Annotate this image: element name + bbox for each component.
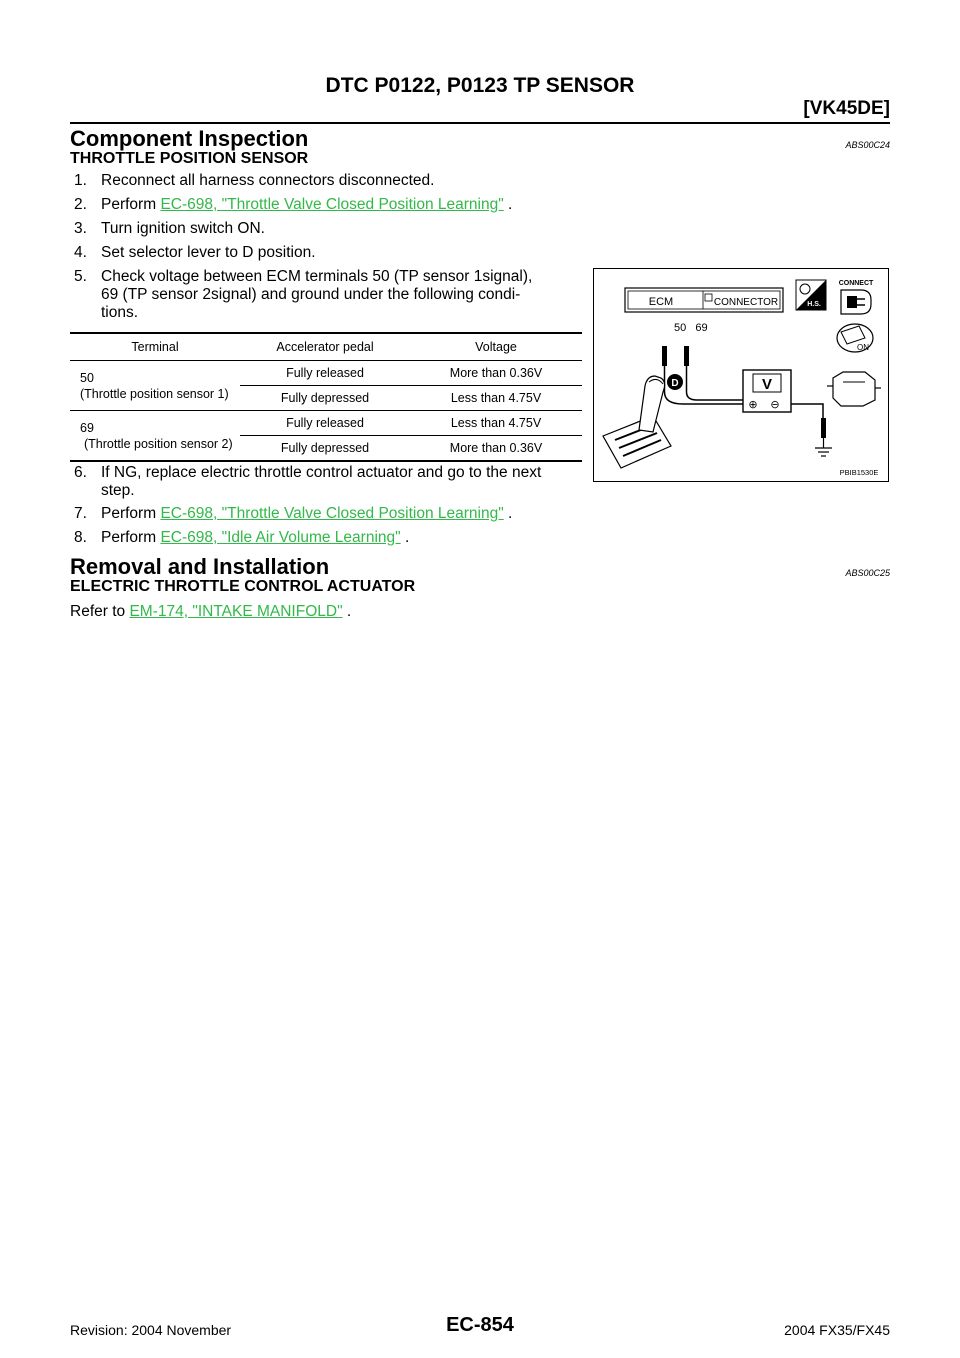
pedal-cell: Fully released [240, 411, 410, 436]
step-text: Set selector lever to D position. [101, 244, 316, 261]
terminal-description: (Throttle position sensor 1) [80, 386, 229, 401]
step-1 [74, 171, 434, 191]
step-2 [74, 195, 512, 215]
step-6-line-2: step. [101, 482, 135, 499]
step-5-line-3: tions. [101, 304, 139, 321]
inspection-diagram [593, 268, 889, 482]
step-4 [74, 243, 316, 263]
plus-terminal-icon: ⊕ [748, 398, 758, 411]
pin-labels: 50 69 [674, 322, 708, 334]
ground-probe [821, 418, 826, 438]
pedal-cell: Fully depressed [240, 386, 410, 411]
engine-code: [VK45DE] [803, 98, 890, 119]
terminal-cell [70, 411, 240, 462]
step-8 [74, 528, 409, 548]
step-suffix: . [503, 505, 513, 522]
column-header-accelerator-pedal: Accelerator pedal [240, 333, 410, 361]
ecm-label: ECM [648, 296, 674, 308]
minus-terminal-icon: ⊖ [770, 398, 780, 411]
connector-label: CONNECTOR [713, 297, 779, 308]
pedal-cell: Fully depressed [240, 436, 410, 462]
voltage-cell: Less than 4.75V [410, 386, 582, 411]
voltage-cell: More than 0.36V [410, 361, 582, 386]
refer-to-line [70, 602, 351, 622]
step-number: 1. [74, 172, 87, 189]
probe-50 [662, 346, 667, 366]
pedal-cell: Fully released [240, 361, 410, 386]
terminal-number: 50 [80, 370, 94, 385]
voltage-cell: More than 0.36V [410, 436, 582, 462]
step-prefix: Perform [101, 529, 161, 546]
connect-icon-plug [847, 296, 857, 308]
step-number: 7. [74, 505, 87, 522]
engine-icon [833, 372, 875, 406]
section-title-component-inspection: Component Inspection [70, 126, 309, 151]
table-row [70, 411, 582, 436]
step-text: Reconnect all harness connectors disconnected. [101, 172, 435, 189]
step-text: If NG, replace electric throttle control actuator and go to the next [101, 464, 542, 481]
link-throttle-valve-learning[interactable]: EC-698, "Throttle Valve Closed Position Learning" [160, 196, 504, 213]
terminal-number: 69 [80, 420, 94, 435]
terminal-cell [70, 361, 240, 411]
link-throttle-valve-learning[interactable]: EC-698, "Throttle Valve Closed Position Learning" [160, 505, 504, 522]
table-header-row [70, 333, 582, 361]
refer-prefix: Refer to [70, 603, 130, 620]
footer-page-number: EC-854 [446, 1314, 514, 1336]
step-number: 6. [74, 464, 87, 481]
step-6 [74, 463, 541, 483]
footer-revision: Revision: 2004 November [70, 1322, 232, 1338]
step-text: Check voltage between ECM terminals 50 (TP sensor 1signal), [101, 268, 533, 285]
ignition-on-label: ON [857, 343, 869, 352]
column-header-voltage: Voltage [410, 333, 582, 361]
section-title-removal-installation: Removal and Installation [70, 554, 330, 579]
step-number: 5. [74, 268, 87, 285]
column-header-terminal: Terminal [70, 333, 240, 361]
page-title: DTC P0122, P0123 TP SENSOR [325, 74, 635, 97]
terminal-description: (Throttle position sensor 2) [84, 436, 233, 451]
subhead-electric-throttle-control-actuator: ELECTRIC THROTTLE CONTROL ACTUATOR [70, 578, 416, 595]
step-7 [74, 504, 512, 524]
step-5 [74, 267, 532, 287]
step-3 [74, 219, 265, 239]
refer-suffix: . [342, 603, 352, 620]
voltage-cell: Less than 4.75V [410, 411, 582, 436]
subhead-throttle-position-sensor: THROTTLE POSITION SENSOR [70, 150, 309, 167]
link-intake-manifold[interactable]: EM-174, "INTAKE MANIFOLD" [129, 603, 343, 620]
connect-label: CONNECT [838, 280, 874, 287]
step-number: 4. [74, 244, 87, 261]
table-row [70, 361, 582, 386]
hs-label: H.S. [807, 301, 821, 308]
probe-69 [684, 346, 689, 366]
step-5-line-2: 69 (TP sensor 2signal) and ground under the following condi- [101, 286, 521, 303]
section-code: ABS00C25 [845, 568, 890, 578]
voltage-spec-table [70, 332, 582, 462]
step-prefix: Perform [101, 505, 161, 522]
section-code: ABS00C24 [845, 140, 890, 150]
step-number: 8. [74, 529, 87, 546]
step-suffix: . [400, 529, 410, 546]
header-divider [70, 122, 890, 124]
footer-model: 2004 FX35/FX45 [784, 1322, 890, 1338]
link-idle-air-volume-learning[interactable]: EC-698, "Idle Air Volume Learning" [160, 529, 401, 546]
step-number: 3. [74, 220, 87, 237]
figure-id: PBIB1530E [839, 468, 879, 477]
step-text: Turn ignition switch ON. [101, 220, 265, 237]
step-prefix: Perform [101, 196, 161, 213]
step-suffix: . [503, 196, 513, 213]
voltmeter-label: V [761, 376, 773, 393]
gear-d-label: D [671, 378, 679, 389]
step-number: 2. [74, 196, 87, 213]
